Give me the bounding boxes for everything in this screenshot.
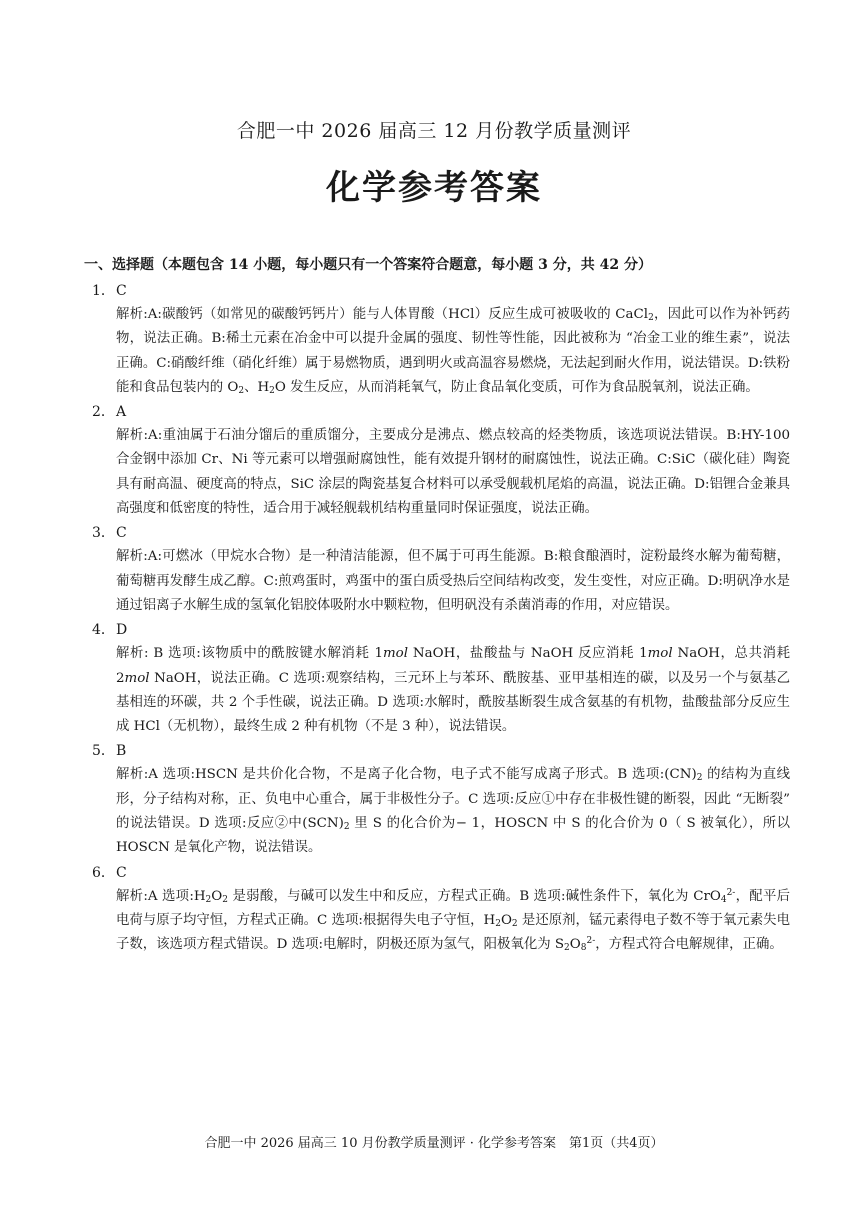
question-item xyxy=(84,861,790,958)
question-number: 2． xyxy=(92,404,115,421)
question-item xyxy=(84,618,790,739)
answer-analysis: 解析:A:可燃冰（甲烷水合物）是一种清洁能源，但不属于可再生能源。B:粮食酿酒时，淀粉最终水解为葡萄糖，葡萄糖再发酵生成乙醇。C:煎鸡蛋时，鸡蛋中的蛋白质受热后空间结构改变，发生变性，对应正确。D:明矾净水是通过铝离子水解生成的氢氧化铝胶体吸附水中颗粒物，但明矾没有杀菌消毒的作用，对应错误。 xyxy=(116,549,790,613)
question-item xyxy=(84,739,790,860)
question-answer xyxy=(84,861,790,885)
question-answer xyxy=(84,400,790,424)
answer-letter: C xyxy=(116,864,127,881)
question-answer xyxy=(84,739,790,763)
question-answer xyxy=(84,279,790,303)
answer-analysis: 解析:A 选项$:H_2O_2$ 是弱酸，与碱可以发生中和反应，方程式正确。B 选项:碱性条件下，氧化为 CrO$_4^{2-}$，配平后电荷与原子均守恒，方程式正确。C 选项:根据得失电子守恒，$H_2O_2$ 是还原剂，锰元素得电子数不等于氧元素失电子数，该选项方程式错误。D 选项:电解时，阴极还原为氢气，阳极氧化为 $S_2O_8^{2-}$，方程式符合电解规律，正确。 xyxy=(116,887,790,954)
section-heading: 一、选择题（本题包含 14 小题，每小题只有一个答案符合题意，每小题 3 分，共 42 分） xyxy=(84,257,652,273)
exam-title: 合肥一中 2026 届高三 12 月份教学质量测评 xyxy=(236,120,632,142)
question-number: 1． xyxy=(92,283,115,299)
answer-analysis: 解析: B 选项:该物质中的酰胺键水解消耗 1mol NaOH，盐酸盐与 NaOH 反应消耗 1mol NaOH，总共消耗 2mol NaOH，说法正确。C 选项:观察结构，三元环上与苯环、酰胺基、亚甲基相连的碳，以及另一个与氨基乙基相连的环碳，共 2 个手性碳，说法正确。D 选项:水解时，酰胺基断裂生成含氨基的有机物，盐酸盐部分反应生成 HCl（无机物），最终生成 2 种有机物（不是 3 种），说法错误。 xyxy=(116,646,790,735)
question-answer xyxy=(84,521,790,545)
question-list xyxy=(84,279,790,958)
answer-letter: B xyxy=(116,743,127,760)
answer-letter: D xyxy=(116,622,128,639)
answer-letter: C xyxy=(116,283,127,299)
question-item xyxy=(84,521,790,618)
page-footer: 合肥一中 2026 届高三 10 月份教学质量测评 · 化学参考答案 第1页（共4页） xyxy=(204,1136,664,1151)
question-number: 3． xyxy=(92,525,115,542)
answer-content xyxy=(84,254,790,958)
answer-letter: A xyxy=(116,404,127,421)
question-answer xyxy=(84,618,790,642)
answer-analysis: 解析:A 选项:HSCN 是共价化合物，不是离子化合物，电子式不能写成离子形式。B 选项$:(CN)_2$ 的结构为直线形，分子结构对称，正、负电中心重合，属于非极性分子。C 选项:反应①中存在非极性键的断裂，因此 “无断裂” 的说法错误。D 选项:反应②中$(SCN)_2$ 里 S 的化合价为− 1，HOSCN 中 S 的化合价为 0（ S 被氧化），所以 HOSCN 是氧化产物，说法错误。 xyxy=(116,767,791,856)
question-item xyxy=(84,400,790,521)
answer-analysis: 解析:A:重油属于石油分馏后的重质馏分，主要成分是沸点、燃点较高的烃类物质，该选项说法错误。B:HY-100 合金钢中添加 Cr、Ni 等元素可以增强耐腐蚀性，能有效提升钢材的耐腐蚀性，说法正确。C:SiC（碳化硅）陶瓷具有耐高温、硬度高的特点，SiC 涂层的陶瓷基复合材料可以承受舰载机尾焰的高温，说法正确。D:铝锂合金兼具高强度和低密度的特性，适合用于减轻舰载机结构重量同时保证强度，说法正确。 xyxy=(116,428,790,517)
question-number: 6． xyxy=(92,864,115,881)
question-number: 4． xyxy=(92,622,115,639)
answer-letter: C xyxy=(116,525,127,542)
question-number: 5． xyxy=(92,743,115,760)
answer-analysis: 解析:A:碳酸钙（如常见的碳酸钙钙片）能与人体胃酸（HCl）反应生成可被吸收的 CaCl$_2$，因此可以作为补钙药物，说法正确。B:稀土元素在冶金中可以提升金属的强度、韧性等性能，因此被称为 “冶金工业的维生素”，说法正确。C:硝酸纤维（硝化纤维）属于易燃物质，遇到明火或高温容易燃烧，无法起到耐火作用，说法错误。D:铁粉能和食品包装内的 $O_2$、$H_2O$ 发生反应，从而消耗氧气，防止食品氧化变质，可作为食品脱氧剂，说法正确。 xyxy=(116,307,790,396)
main-title: 化学参考答案 xyxy=(326,168,542,208)
question-item xyxy=(84,279,790,400)
